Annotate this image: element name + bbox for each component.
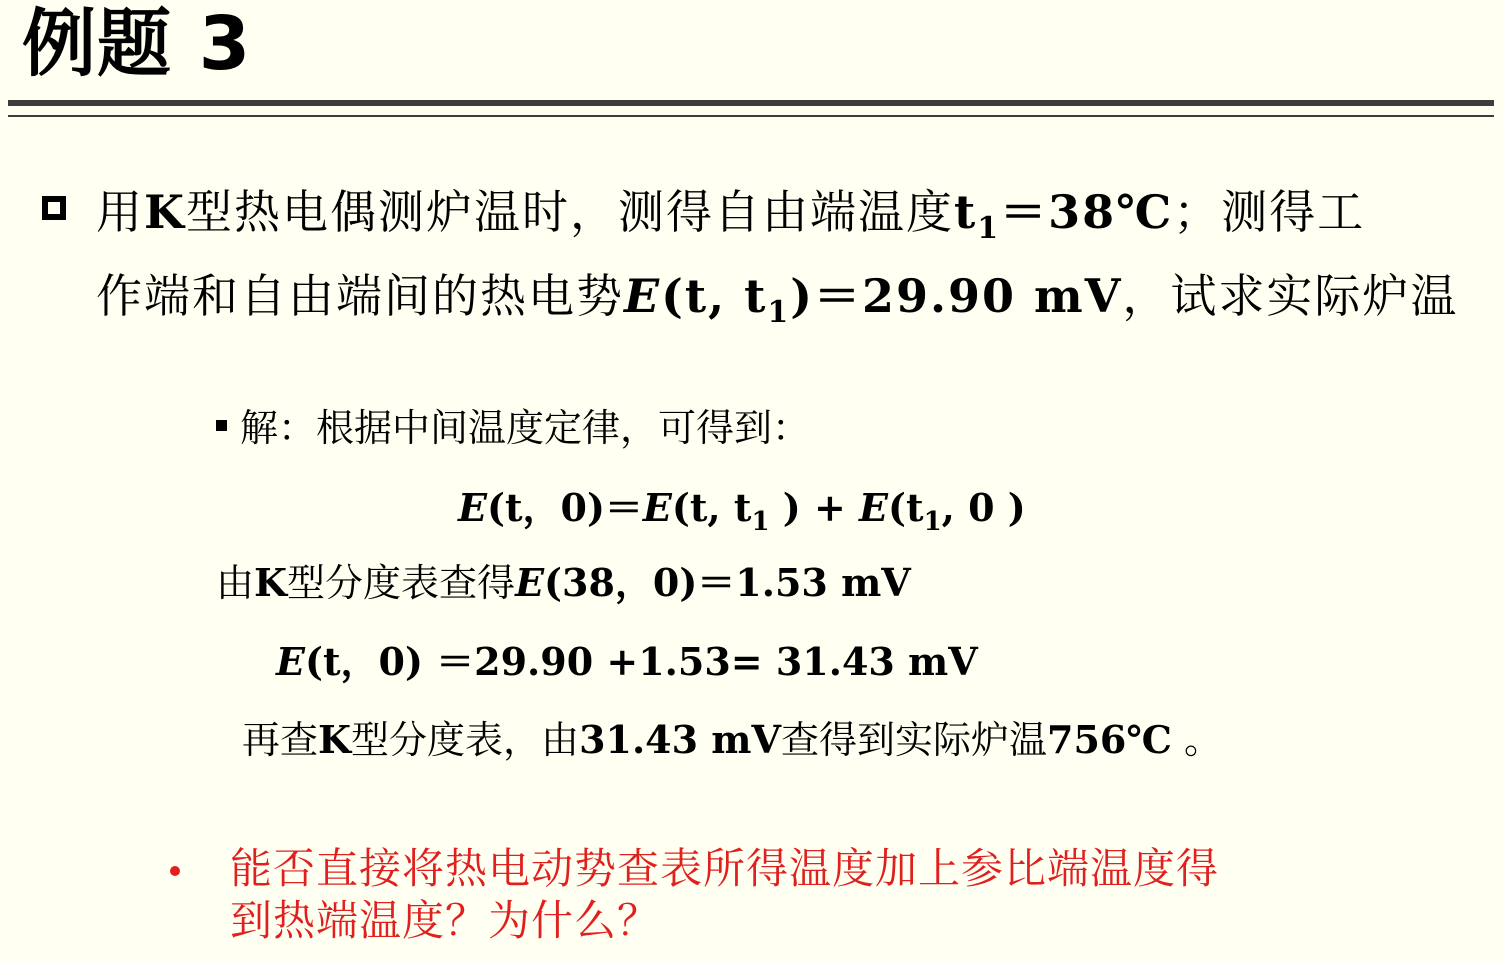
- equation-line-3: [276, 637, 978, 687]
- equation-line-4: [242, 715, 1222, 765]
- text-run: E: [642, 485, 672, 530]
- text-run: E: [859, 485, 889, 530]
- question2-line-2: 到热端温度？为什么？: [230, 896, 661, 945]
- text-run: ；测得工: [1173, 185, 1366, 239]
- subscript: 1: [977, 211, 1001, 246]
- text-run: ) +: [769, 485, 860, 530]
- title-rule-thin: [8, 115, 1494, 117]
- title-rule-thick: [8, 100, 1494, 106]
- question-line-1: [96, 182, 1365, 259]
- text-run: 再查: [242, 718, 319, 762]
- text-run: K: [254, 560, 288, 605]
- text-run: 型分度表查得: [287, 561, 516, 605]
- text-run: 作端和自由端间的热电势: [96, 269, 624, 323]
- text-run: 查得到实际炉温: [780, 718, 1047, 762]
- subscript: 1: [767, 295, 791, 330]
- subscript: 1: [923, 507, 942, 537]
- text-run: 。: [1171, 718, 1222, 762]
- subscript: 1: [751, 507, 770, 537]
- question-line-2: [96, 266, 1458, 343]
- text-run: 型分度表，由: [351, 718, 580, 762]
- text-run: E: [276, 639, 305, 684]
- text-run: E: [515, 560, 545, 605]
- solution-heading: 解：根据中间温度定律，可得到：: [240, 406, 811, 450]
- text-run: (t, t: [671, 485, 752, 530]
- text-run: (t，0) ＝29.90 +1.53= 31.43 mV: [304, 639, 978, 684]
- text-run: E: [458, 485, 487, 530]
- text-run: K: [318, 717, 352, 762]
- square-bullet-icon: [216, 420, 227, 431]
- text-run: ，试求实际炉温: [1122, 269, 1459, 323]
- text-run: 用: [96, 185, 144, 239]
- equation-line-2: [216, 558, 911, 608]
- text-run: (t，0)＝: [486, 485, 643, 530]
- text-run: , 0 ): [941, 485, 1026, 530]
- equation-line-1: [458, 483, 1026, 547]
- text-run: 756℃: [1047, 717, 1172, 762]
- text-run: 型热电偶测炉温时，测得自由端温度: [185, 185, 954, 239]
- text-run: 31.43 mV: [579, 717, 781, 762]
- text-run: K: [144, 185, 186, 239]
- text-run: )＝29.90 mV: [790, 269, 1123, 323]
- text-run: (t, t: [661, 269, 768, 323]
- hollow-square-bullet-icon: [42, 196, 66, 220]
- red-bullet-icon: [170, 866, 180, 876]
- text-run: ＝38℃: [1000, 185, 1174, 239]
- text-run: 由: [216, 561, 255, 605]
- text-run: (t: [888, 485, 924, 530]
- text-run: (38，0)＝1.53 mV: [544, 560, 911, 605]
- text-run: E: [624, 269, 662, 323]
- question2-line-1: 能否直接将热电动势查表所得温度加上参比端温度得: [230, 844, 1220, 893]
- slide-title: 例题 3: [22, 1, 252, 87]
- text-run: t: [953, 185, 978, 239]
